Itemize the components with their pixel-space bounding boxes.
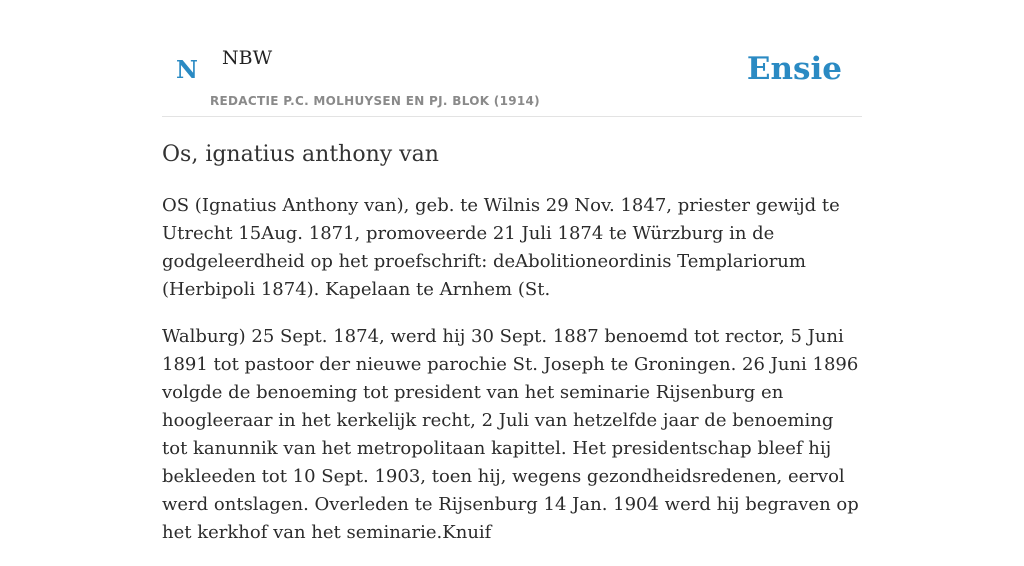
source-logo[interactable]: N (176, 55, 198, 84)
article-paragraph-1: OS (Ignatius Anthony van), geb. te Wilnis 29 Nov. 1847, priester gewijd te Utrecht 15Aug. 1871, promoveerde 21 Juli 1874 te Würzburg in de godgeleerdheid op het proefschrift: deAbolitioneordinis Templariorum (Herbipoli 1874). Kapelaan te Arnhem (St. (162, 195, 840, 300)
source-subtitle: REDACTIE P.C. MOLHUYSEN EN PJ. BLOK (1914) (210, 94, 540, 108)
ensie-logo-link[interactable]: Ensie (746, 51, 842, 87)
article-title: Os, ignatius anthony van (162, 142, 439, 167)
article-paragraph-2: Walburg) 25 Sept. 1874, werd hij 30 Sept. 1887 benoemd tot rector, 5 Juni 1891 tot pastoor der nieuwe parochie St. Joseph te Groningen. 26 Juni 1896 volgde de benoeming tot president van het seminarie Rijsenburg en hoogleeraar in het kerkelijk recht, 2 Juli van hetzelfde jaar de benoeming tot kanunnik van het metropolitaan kapittel. Het presidentschap bleef hij bekleeden tot 10 Sept. 1903, toen hij, wegens gezondheidsredenen, eervol werd ontslagen. Overleden te Rijsenburg 14 Jan. 1904 werd hij begraven op het kerkhof van het seminarie.Knuif (162, 326, 859, 543)
source-name-link[interactable]: NBW (222, 47, 273, 69)
source-header (162, 0, 862, 117)
article-body (162, 192, 862, 566)
